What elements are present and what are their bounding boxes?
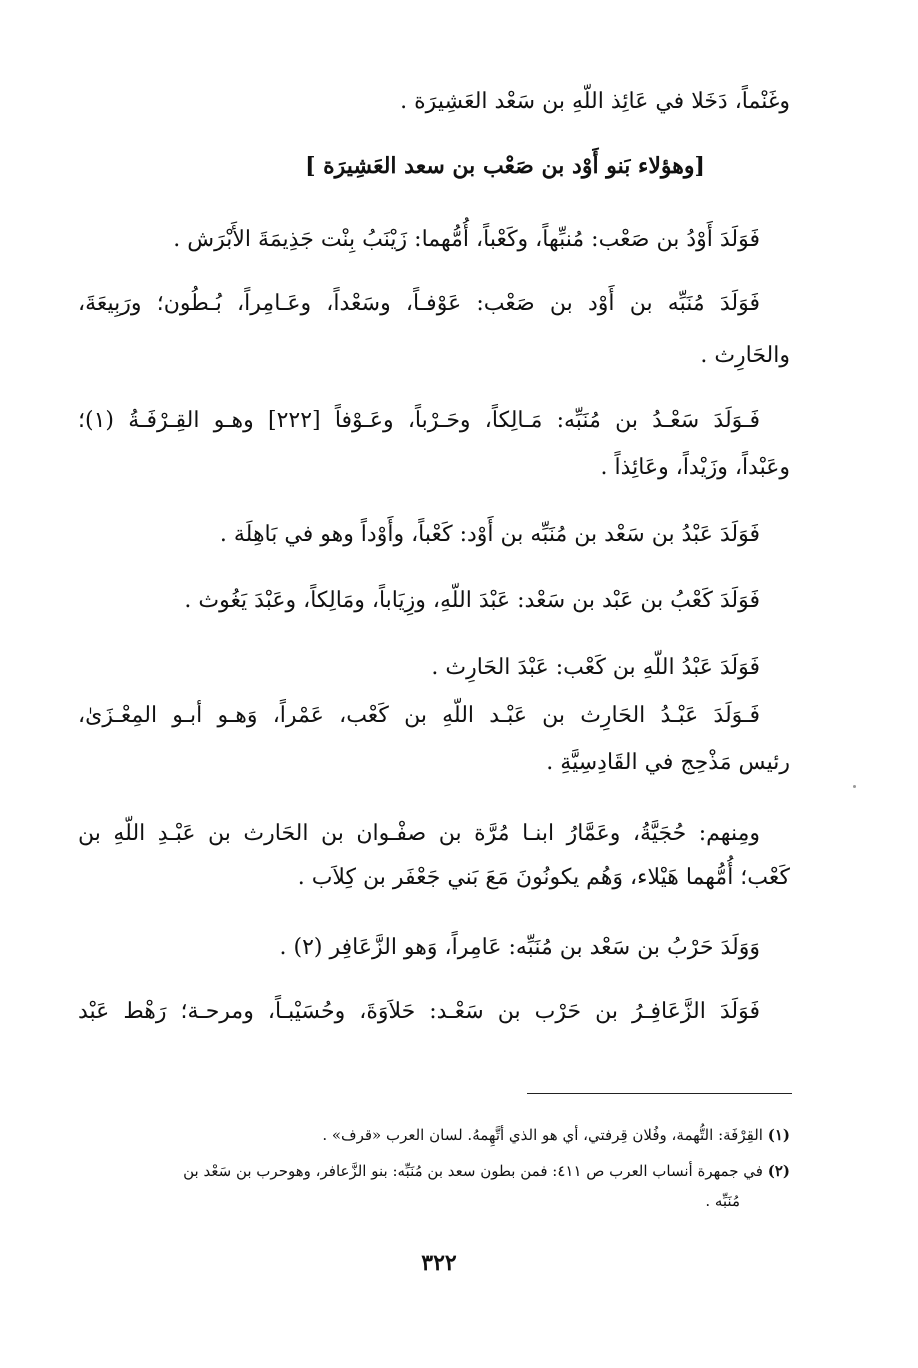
body-line-14: كَعْب؛ أُمُّهما هَيْلاء، وَهُم يكونُونَ مَعَ بَني جَعْفَر بن كِلاَب . [297,865,790,890]
body-line-1: وغَنْماً، دَخَلا في عَائِذ اللّهِ بن سَعْد العَشِيرَة . [400,89,790,114]
body-line-8: فَوَلَدَ عَبْدُ بن سَعْد بن مُنَبِّه بن أَوْد: كَعْباً، وأَوْداً وهو في بَاهِلَة . [219,522,760,547]
footnote-1-marker: (١) [767,1126,790,1144]
body-line-9: فَوَلَدَ كَعْبُ بن عَبْد بن سَعْد: عَبْدَ اللّهِ، وزِيَاباً، ومَالِكاً، وعَبْدَ يَغُوث . [184,588,760,613]
body-line-15: وَوَلَدَ حَرْبُ بن سَعْد بن مُنَبِّه: عَامِراً، وَهو الزَّعَافِر (٢) . [279,935,760,960]
body-line-12: رئيس مَذْحِج في القَادِسِيَّةِ . [546,750,790,775]
footnote-separator [527,1093,792,1094]
body-line-7: وعَبْداً، وزَيْداً، وعَائِذاً . [600,455,790,480]
footnote-2-marker: (٢) [767,1162,790,1180]
footnote-1 [200,1124,790,1146]
footnote-2 [90,1160,790,1182]
body-line-6: فَـوَلَدَ سَعْـدُ بن مُنَبِّه: مَـالِكاً، وحَـرْباً، وعَـوْفاً [٢٢٢] وهـو القِـرْفَـةُ (١)؛ [78,408,760,433]
footnote-1-text: القِرْفَة: التُّهمة، وفُلان قِرفتي، أي هو الذي أتَّهِمهُ. لسان العرب «قرف» . [322,1126,763,1144]
body-line-3: فَوَلَدَ أَوْدُ بن صَعْب: مُنبِّهاً، وكَعْباً، أُمُّهما: زَيْنَبُ بِنْت جَذِيمَةَ الأَبْرَش . [173,227,760,252]
body-line-5: والحَارِث . [700,343,790,368]
body-line-4: فَوَلَدَ مُنَبِّه بن أَوْد بن صَعْب: عَوْفـاً، وسَعْداً، وعَـامِراً، بُـطُون؛ ورَبِيعَةَ، [78,291,760,316]
body-line-16: فَوَلَدَ الزَّعَافِـرُ بن حَرْب بن سَعْـد: حَلاَوَةَ، وحُسَيْبـاً، ومرحـة؛ رَهْط عَبْد [78,999,760,1024]
page-number: ٣٢٢ [421,1250,457,1276]
print-speck [853,785,856,788]
body-line-10: فَوَلَدَ عَبْدُ اللّهِ بن كَعْب: عَبْدَ الحَارِث . [431,655,760,680]
footnote-2-continuation: مُنَبِّه . [705,1192,740,1210]
body-line-13: ومِنهم: حُجَيَّةُ، وعَمَّارُ ابنـا مُرَّة بن صفْـوان بن الحَارث بن عَبْـدِ اللّهِ بن [78,821,760,846]
section-heading: [وهؤلاء بَنو أَوْد بن صَعْب بن سعد العَشِيرَة ] [305,153,705,179]
footnote-2-text: في جمهرة أنساب العرب ص ٤١١: فمن بطون سعد بن مُنَبِّه: بنو الزَّعافر، وهوحرب بن سَعْد بن [183,1162,763,1180]
body-line-11: فَـوَلَدَ عَبْـدُ الحَارِث بن عَبْـد اللّهِ بن كَعْب، عَمْراً، وَهـو أبـو المِعْـزَىٰ، [78,703,760,728]
